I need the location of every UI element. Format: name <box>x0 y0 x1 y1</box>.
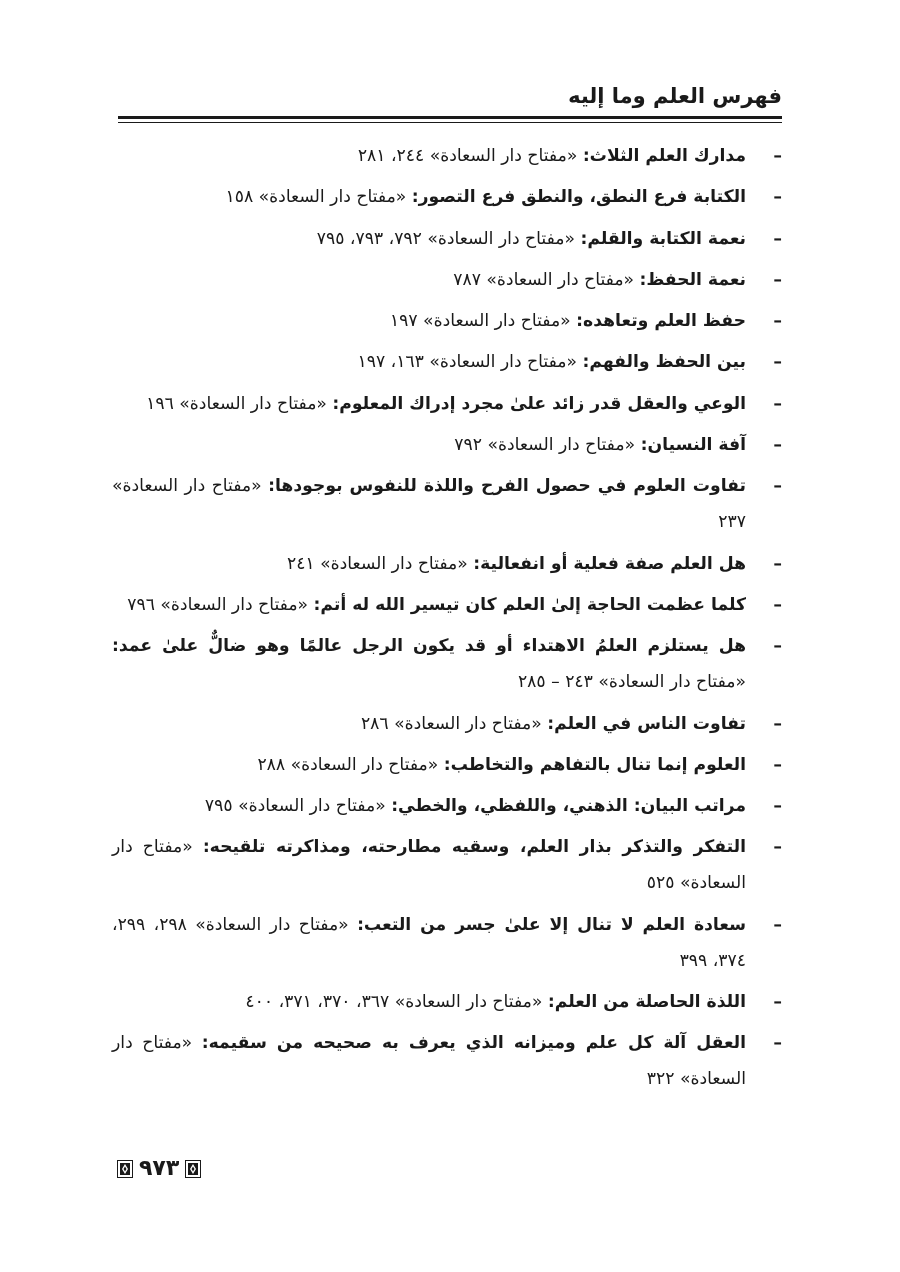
entry-reference: «مفتاح دار السعادة» ٢٨٦ <box>360 713 548 734</box>
index-entry <box>112 221 782 257</box>
entry-dash: – <box>773 311 782 332</box>
entry-term: سعادة العلم لا تنال إلا علىٰ جسر من التعب: <box>357 914 746 935</box>
index-entry <box>112 546 782 582</box>
entry-term: العلوم إنما تنال بالتفاهم والتخاطب: <box>443 754 746 775</box>
entry-term: آفة النسيان: <box>640 435 746 456</box>
ornament-icon <box>185 1160 201 1178</box>
entry-dash: – <box>773 553 782 574</box>
entry-term: هل يستلزم العلمُ الاهتداء أو قد يكون الرجل عالمًا وهو ضالٌّ علىٰ عمد: <box>112 636 746 657</box>
entry-dash: – <box>773 476 782 497</box>
entry-dash: – <box>773 914 782 935</box>
index-entry <box>112 1025 782 1097</box>
entry-reference: «مفتاح دار السعادة» ٢٩٨، ٢٩٩، ٣٧٤، ٣٩٩ <box>112 914 746 971</box>
index-entries <box>112 138 782 1103</box>
entry-reference: «مفتاح دار السعادة» ١٦٣، ١٩٧ <box>357 352 583 373</box>
index-entry <box>112 138 782 174</box>
entry-dash: – <box>773 594 782 615</box>
entry-dash: – <box>773 187 782 208</box>
entry-reference: «مفتاح دار السعادة» ٢٣٧ <box>112 476 746 533</box>
entry-reference: «مفتاح دار السعادة» ٣٢٢ <box>112 1033 746 1090</box>
entry-dash: – <box>773 435 782 456</box>
entry-term: تفاوت العلوم في حصول الفرح واللذة للنفوس بوجودها: <box>268 476 746 497</box>
index-entry <box>112 587 782 623</box>
entry-term: العقل آلة كل علم وميزانه الذي يعرف به صحيحه من سقيمه: <box>201 1033 746 1054</box>
entry-dash: – <box>773 228 782 249</box>
entry-dash: – <box>773 352 782 373</box>
ornament-icon <box>117 1160 133 1178</box>
index-entry <box>112 706 782 742</box>
entry-dash: – <box>773 837 782 858</box>
entry-term: حفظ العلم وتعاهده: <box>576 311 746 332</box>
entry-term: الكتابة فرع النطق، والنطق فرع التصور: <box>411 187 746 208</box>
entry-term: التفكر والتذكر بذار العلم، وسقيه مطارحته، ومذاكرته تلقيحه: <box>202 837 746 858</box>
entry-dash: – <box>773 269 782 290</box>
entry-dash: – <box>773 636 782 657</box>
index-entry <box>112 907 782 979</box>
entry-reference: «مفتاح دار السعادة» ٧٩٥ <box>204 796 392 817</box>
entry-term: بين الحفظ والفهم: <box>582 352 746 373</box>
index-entry <box>112 984 782 1020</box>
index-entry <box>112 829 782 901</box>
entry-dash: – <box>773 146 782 166</box>
entry-reference: «مفتاح دار السعادة» ٢٨٨ <box>257 754 444 775</box>
entry-dash: – <box>773 754 782 775</box>
entry-reference: «مفتاح دار السعادة» ٢٤١ <box>286 553 474 574</box>
entry-dash: – <box>773 1033 782 1054</box>
entry-reference: «مفتاح دار السعادة» ٢٤٣ – ٢٨٥ <box>517 672 746 693</box>
entry-term: الوعي والعقل قدر زائد علىٰ مجرد إدراك المعلوم: <box>332 393 746 414</box>
entry-dash: – <box>773 992 782 1013</box>
entry-term: مراتب البيان: الذهني، واللفظي، والخطي: <box>391 796 746 817</box>
page-title: فهرس العلم وما إليه <box>568 84 782 108</box>
entry-reference: «مفتاح دار السعادة» ٣٦٧، ٣٧٠، ٣٧١، ٤٠٠ <box>245 992 548 1013</box>
header-rule-thin <box>118 122 782 123</box>
entry-term: كلما عظمت الحاجة إلىٰ العلم كان تيسير الله له أتم: <box>313 594 746 615</box>
entry-term: هل العلم صفة فعلية أو انفعالية: <box>473 553 746 574</box>
index-entry <box>112 468 782 540</box>
entry-term: نعمة الحفظ: <box>639 269 746 290</box>
entry-dash: – <box>773 393 782 414</box>
index-entry <box>112 386 782 422</box>
page-number: ٩٧٣ <box>139 1156 180 1181</box>
index-entry <box>112 628 782 700</box>
entry-reference: «مفتاح دار السعادة» ١٩٦ <box>146 393 333 414</box>
page-footer <box>117 1154 201 1184</box>
index-entry <box>112 303 782 339</box>
index-entry <box>112 344 782 380</box>
entry-reference: «مفتاح دار السعادة» ٧٩٦ <box>127 594 314 615</box>
header-rule-thick <box>118 116 782 119</box>
index-entry <box>112 788 782 824</box>
entry-reference: «مفتاح دار السعادة» ١٩٧ <box>389 311 577 332</box>
entry-term: مدارك العلم الثلاث: <box>582 146 746 166</box>
index-entry <box>112 179 782 215</box>
entry-reference: «مفتاح دار السعادة» ٧٩٢ <box>454 435 641 456</box>
entry-term: نعمة الكتابة والقلم: <box>580 228 746 249</box>
entry-dash: – <box>773 796 782 817</box>
index-entry <box>112 747 782 783</box>
index-entry <box>112 427 782 463</box>
entry-reference: «مفتاح دار السعادة» ١٥٨ <box>225 187 412 208</box>
entry-term: تفاوت الناس في العلم: <box>547 713 746 734</box>
entry-term: اللذة الحاصلة من العلم: <box>547 992 746 1013</box>
index-entry <box>112 262 782 298</box>
entry-dash: – <box>773 713 782 734</box>
page-header <box>118 80 782 123</box>
entry-reference: «مفتاح دار السعادة» ٥٢٥ <box>112 837 746 894</box>
entry-reference: «مفتاح دار السعادة» ٧٨٧ <box>453 269 640 290</box>
entry-reference: «مفتاح دار السعادة» ٢٤٤، ٢٨١ <box>357 146 583 166</box>
entry-reference: «مفتاح دار السعادة» ٧٩٢، ٧٩٣، ٧٩٥ <box>316 228 581 249</box>
